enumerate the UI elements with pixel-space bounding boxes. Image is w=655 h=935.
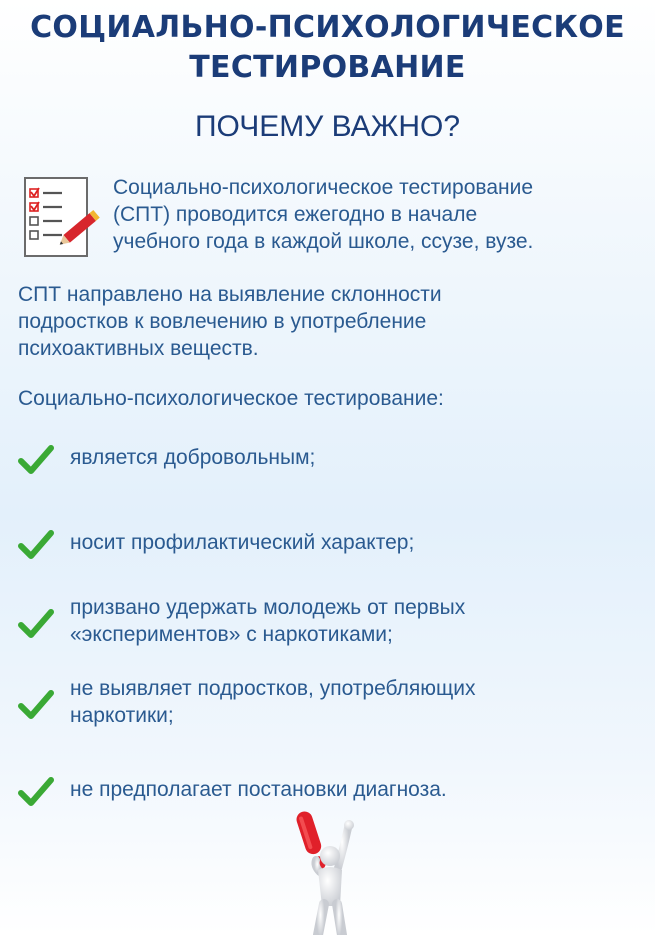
checklist-pencil-icon [22, 176, 106, 260]
checklist-line: призвано удержать молодежь от первых [70, 596, 466, 619]
intro-line-1: Социально-психологическое тестирование [113, 176, 533, 199]
checklist-line: является добровольным; [70, 446, 316, 469]
checkmark-icon [18, 529, 54, 561]
intro-line-2: (СПТ) проводится ежегодно в начале [113, 203, 478, 226]
list-lead: Социально-психологическое тестирование: [18, 387, 444, 410]
purpose-line-3: психоактивных веществ. [18, 337, 259, 360]
purpose-line-2: подростков к вовлечению в употребление [18, 310, 427, 333]
checklist-text [70, 444, 315, 471]
purpose-paragraph [18, 281, 442, 362]
checkmark-icon [18, 689, 54, 721]
checklist-text [70, 594, 465, 648]
checklist-text [70, 776, 447, 803]
intro-text [113, 174, 533, 255]
intro-line-3: учебного года в каждой школе, ссузе, вузе. [113, 230, 534, 253]
checklist-line: наркотики; [70, 704, 174, 727]
checklist-text [70, 675, 476, 729]
checkmark-icon [18, 776, 54, 808]
person-exclamation-icon [282, 806, 382, 935]
checklist-line: не предполагает постановки диагноза. [70, 778, 447, 801]
checklist-line: не выявляет подростков, употребляющих [70, 677, 476, 700]
checklist-line: носит профилактический характер; [70, 531, 415, 554]
checkmark-icon [18, 444, 54, 476]
purpose-line-1: СПТ направлено на выявление склонности [18, 283, 442, 306]
page-subtitle: ПОЧЕМУ ВАЖНО? [194, 110, 461, 143]
page-title [0, 8, 655, 88]
title-line-1: СОЦИАЛЬНО-ПСИХОЛОГИЧЕСКОЕ [30, 10, 625, 45]
checklist-line: «экспериментов» с наркотиками; [70, 623, 393, 646]
checkmark-icon [18, 608, 54, 640]
checklist-text [70, 529, 414, 556]
title-line-2: ТЕСТИРОВАНИЕ [189, 50, 466, 85]
